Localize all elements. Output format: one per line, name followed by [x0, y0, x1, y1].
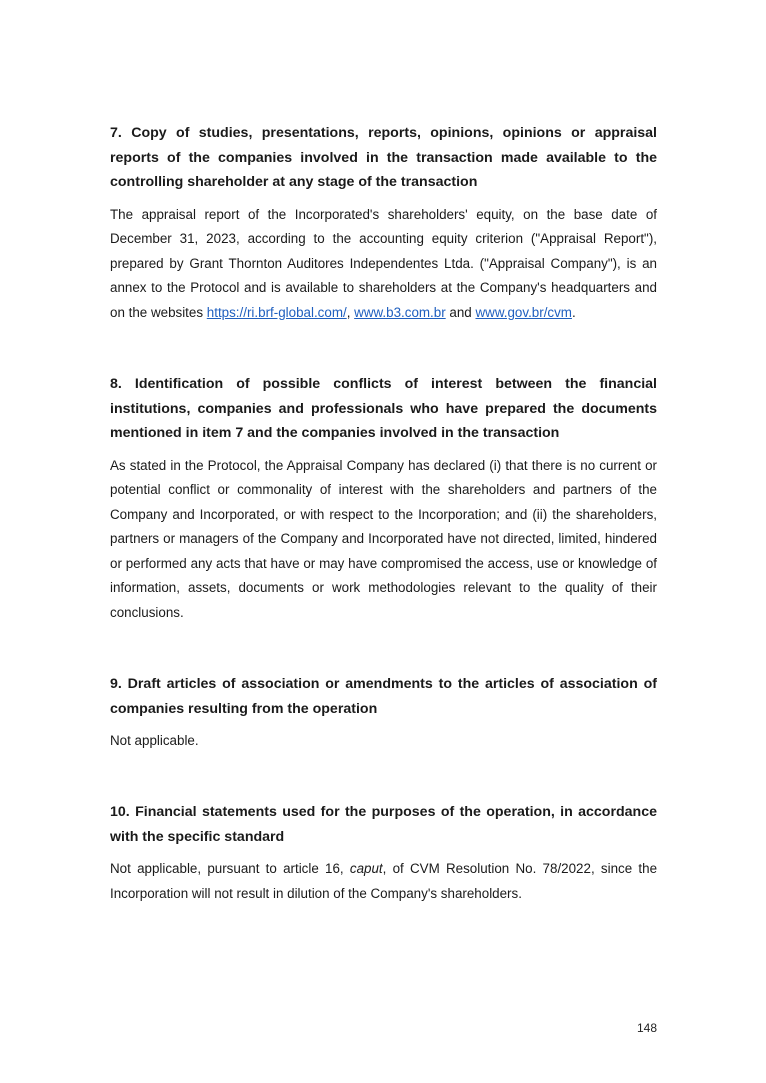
section-7-end: . — [571, 304, 576, 320]
section-10-body — [110, 857, 657, 906]
link-ri-brf-global[interactable]: https://ri.brf-global.com/ — [206, 304, 347, 320]
section-7-body — [110, 203, 657, 326]
section-9-body: Not applicable. — [110, 733, 199, 748]
section-7 — [110, 121, 657, 325]
section-7-separator-1: , — [346, 304, 355, 320]
section-10-body-italic: caput — [349, 861, 383, 876]
section-7-separator-2: and — [445, 304, 476, 320]
section-10 — [110, 800, 657, 906]
section-8-body: As stated in the Protocol, the Appraisal Company has declared (i) that there is no current or potential conflict or commonality of interest with the shareholders and partners of the Company and Incorporated, or with respect to the Incorporation; and (ii) the shareholders, partners or managers of the Company and Incorporated have not directed, limited, hindered or performed any acts that have or may have compromised the access, use or knowledge of information, assets, documents or work methodologies relevant to the quality of their conclusions. — [110, 457, 657, 620]
section-8-heading: 8. Identification of possible conflicts of interest between the financial institutions, companies and professionals who have prepared the documents mentioned in item 7 and the companies involved in the transaction — [110, 376, 657, 441]
section-9 — [110, 672, 657, 754]
section-8 — [110, 372, 657, 625]
section-10-body-start: Not applicable, pursuant to article 16, — [110, 861, 350, 876]
section-10-body-end: , of CVM Resolution No. 78/2022, since the Incorporation will not result in dilution of the Company's shareholders. — [110, 861, 658, 901]
section-9-heading: 9. Draft articles of association or amendments to the articles of association of companies resulting from the operation — [110, 676, 657, 717]
link-gov-br-cvm[interactable]: www.gov.br/cvm — [475, 304, 572, 320]
section-10-heading: 10. Financial statements used for the purposes of the operation, in accordance with the specific standard — [110, 804, 657, 845]
page-number: 148 — [637, 1021, 658, 1035]
section-7-heading: 7. Copy of studies, presentations, reports, opinions, opinions or appraisal reports of the companies involved in the transaction made available to the controlling shareholder at any stage of the transaction — [110, 125, 657, 190]
section-7-body-text: The appraisal report of the Incorporated's shareholders' equity, on the base date of December 31, 2023, according to the accounting equity criterion ("Appraisal Report"), prepared by Grant Thornton Auditores Independentes Ltda. ("Appraisal Company"), is an annex to the Protocol and is available to shareholders at the Company's headquarters and on the websites — [110, 206, 657, 320]
link-b3[interactable]: www.b3.com.br — [354, 304, 446, 320]
